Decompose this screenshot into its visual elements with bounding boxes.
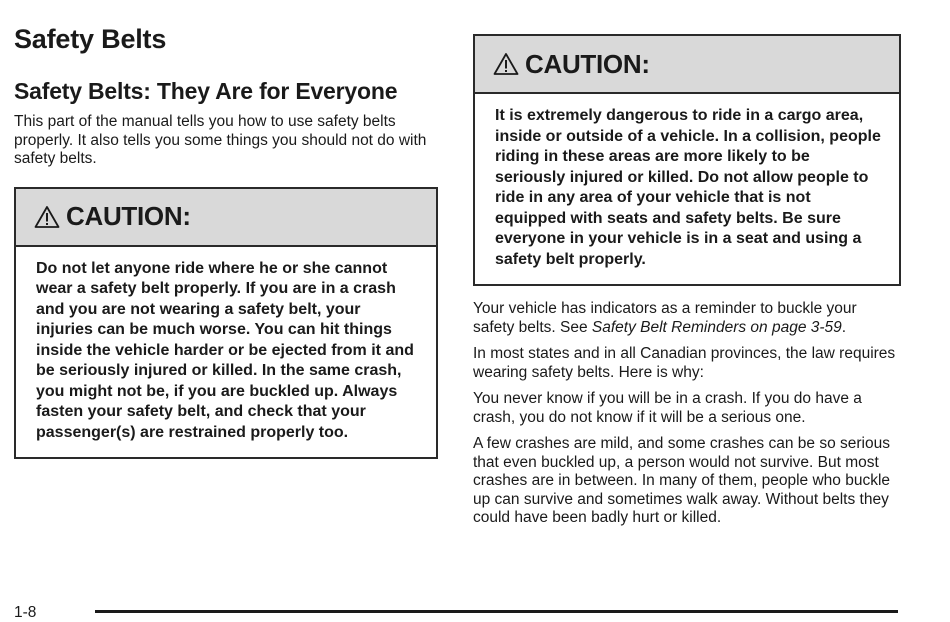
law-paragraph: In most states and in all Canadian provinces, the law requires wearing safety belts. Here is why: [473, 345, 896, 381]
caution-text: It is extremely dangerous to ride in a cargo area, inside or outside of a vehicle. In a collision, people riding in these areas are more likely to be seriously injured or killed. Do not allow people to ride in any area of your vehicle that is not equipped with seats and safety belts. Be sure everyone in your vehicle is in a seat and using a safety belt properly. [495, 107, 881, 268]
caution-label: CAUTION: [66, 201, 191, 231]
intro-paragraph: This part of the manual tells you how to use safety belts properly. It also tells you some things you should not do with safety belts. [14, 113, 427, 167]
caution-box-left [14, 187, 438, 460]
caution-header [16, 189, 436, 247]
warning-triangle-icon [34, 205, 60, 229]
caution-label: CAUTION: [525, 48, 650, 79]
reminder-end: . [841, 318, 847, 336]
left-column [14, 22, 438, 459]
crash-paragraph: You never know if you will be in a crash. If you do have a crash, you do not know if it will be a serious one. [473, 390, 862, 426]
warning-triangle-icon [493, 52, 519, 76]
caution-header [475, 36, 899, 94]
page-reference-link[interactable]: Safety Belt Reminders on page 3-59 [591, 318, 842, 336]
section-heading: Safety Belts: They Are for Everyone [14, 78, 398, 104]
reminder-paragraph [473, 300, 901, 337]
page-number: 1-8 [14, 604, 37, 621]
right-column [473, 34, 901, 536]
caution-box-right [473, 34, 901, 286]
caution-text: Do not let anyone ride where he or she cannot wear a safety belt properly. If you are in a crash and you are not wearing a safety belt, your injuries can be much worse. You can hit things inside the vehicle harder or be ejected from it and be seriously injured or killed. In the same crash, you might not be, if you are buckled up. Always fasten your safety belt, and check that your passenger(s) are restrained properly too. [36, 259, 414, 441]
page-title: Safety Belts [14, 24, 167, 54]
survival-paragraph: A few crashes are mild, and some crashes can be so serious that even buckled up, a person would not survive. But most crashes are in between. In many of them, people who buckle up can survive and sometimes walk away. Without belts they could have been badly hurt or killed. [473, 435, 891, 526]
footer-rule [95, 610, 898, 613]
reminder-text: Your vehicle has indicators as a reminder to buckle your safety belts. See [473, 300, 857, 336]
